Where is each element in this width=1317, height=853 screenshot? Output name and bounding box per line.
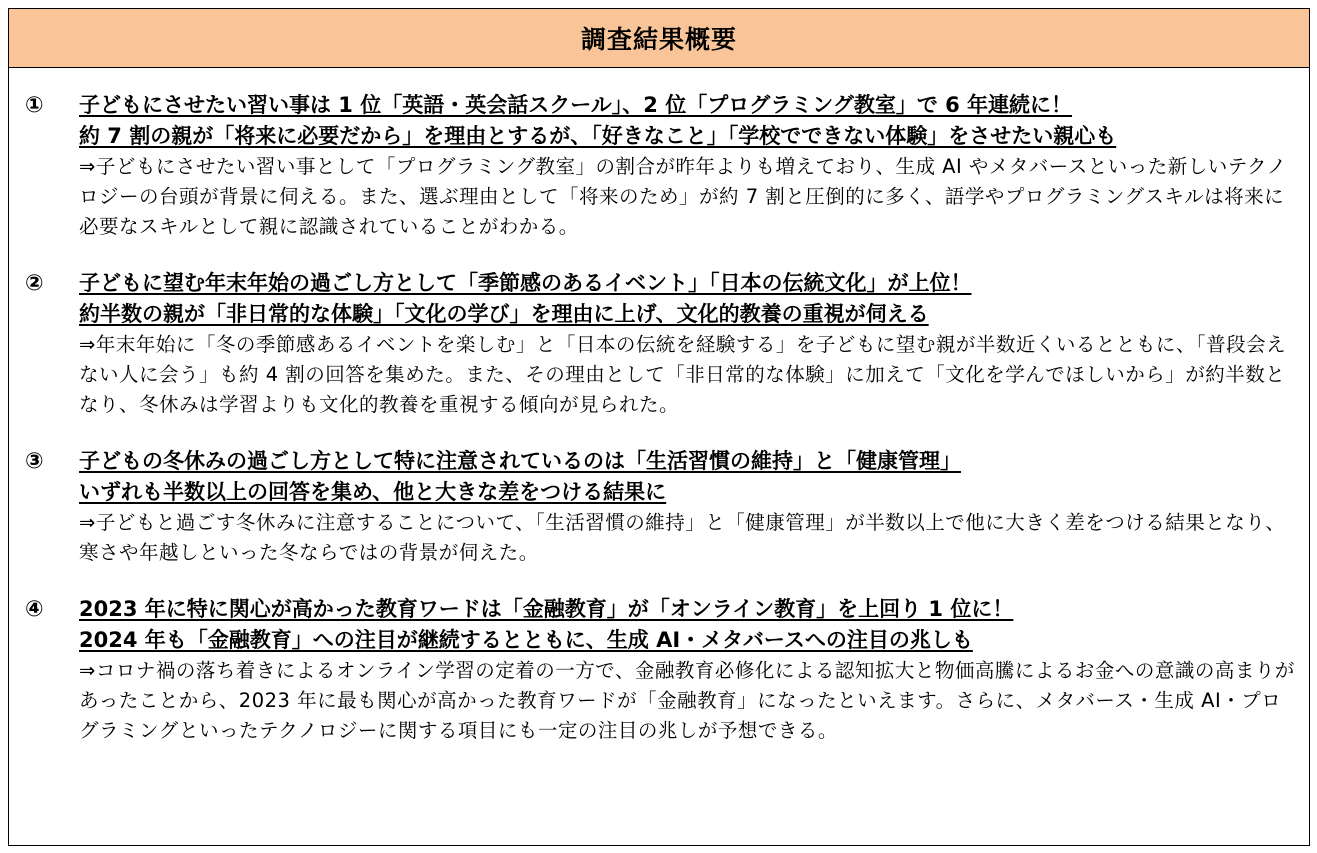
finding-section-2 — [25, 268, 1309, 420]
section-description: ⇒コロナ禍の落ち着きによるオンライン学習の定着の一方で、金融教育必修化による認知拡大と物価高騰によるお金への意識の高まりがあったことから、2023 年に最も関心が高かった教育ワードが「金融教育」になったといえます。さらに、メタバース・生成 AI・プログラミングといったテクノロジーに関する項目にも一定の注目の兆しが予想できる。 — [79, 659, 1295, 742]
section-headline-2: 約 7 割の親が「将来に必要だから」を理由とするが、「好きなこと」「学校でできない体験」をさせたい親心も — [79, 124, 1117, 148]
section-headline-2: いずれも半数以上の回答を集め、他と大きな差をつける結果に — [79, 480, 667, 504]
section-number: ③ — [25, 449, 44, 474]
section-headline-1: 子どもに望む年末年始の過ごし方として「季節感のあるイベント」「日本の伝統文化」が上位！ — [79, 271, 972, 295]
section-headline-1: 子どもにさせたい習い事は 1 位「英語・英会話スクール」、2 位「プログラミング教室」で 6 年連続に！ — [79, 93, 1073, 117]
section-description: ⇒年末年始に「冬の季節感あるイベントを楽しむ」と「日本の伝統を経験する」を子どもに望む親が半数近くいるとともに、「普段会えない人に会う」も約 4 割の回答を集めた。また、その理由として「非日常的な体験」に加えて「文化を学んでほしいから」が約半数となり、冬休みは学習よりも文化的教養を重視する傾向が見られた。 — [79, 333, 1287, 416]
finding-section-4 — [25, 594, 1309, 746]
section-body — [79, 446, 1295, 568]
section-body — [79, 90, 1295, 242]
section-number: ② — [25, 271, 44, 296]
title-bar — [9, 9, 1309, 68]
section-headline-2: 約半数の親が「非日常的な体験」「文化の学び」を理由に上げ、文化的教養の重視が伺える — [79, 302, 929, 326]
section-description: ⇒子どもにさせたい習い事として「プログラミング教室」の割合が昨年よりも増えており、生成 AI やメタバースといった新しいテクノロジーの台頭が背景に伺える。また、選ぶ理由として「将来のため」が約 7 割と圧倒的に多く、語学やプログラミングスキルは将来に必要なスキルとして親に認識されていることがわかる。 — [79, 155, 1287, 238]
section-number: ① — [25, 93, 44, 118]
section-body — [79, 594, 1295, 746]
section-number: ④ — [25, 597, 44, 622]
section-description: ⇒子どもと過ごす冬休みに注意することについて、「生活習慣の維持」と「健康管理」が半数以上で他に大きく差をつける結果となり、寒さや年越しといった冬ならではの背景が伺えた。 — [79, 511, 1286, 564]
finding-section-1 — [25, 90, 1309, 242]
page-title: 調査結果概要 — [580, 25, 737, 54]
section-headline-1: 子どもの冬休みの過ごし方として特に注意されているのは「生活習慣の維持」と「健康管理」 — [79, 449, 961, 473]
summary-box — [8, 8, 1310, 846]
section-headline-2: 2024 年も「金融教育」への注目が継続するとともに、生成 AI・メタバースへの注目の兆しも — [79, 628, 973, 652]
summary-content — [9, 68, 1309, 746]
section-headline-1: 2023 年に特に関心が高かった教育ワードは「金融教育」が「オンライン教育」を上回り 1 位に！ — [79, 597, 1014, 621]
section-body — [79, 268, 1295, 420]
finding-section-3 — [25, 446, 1309, 568]
